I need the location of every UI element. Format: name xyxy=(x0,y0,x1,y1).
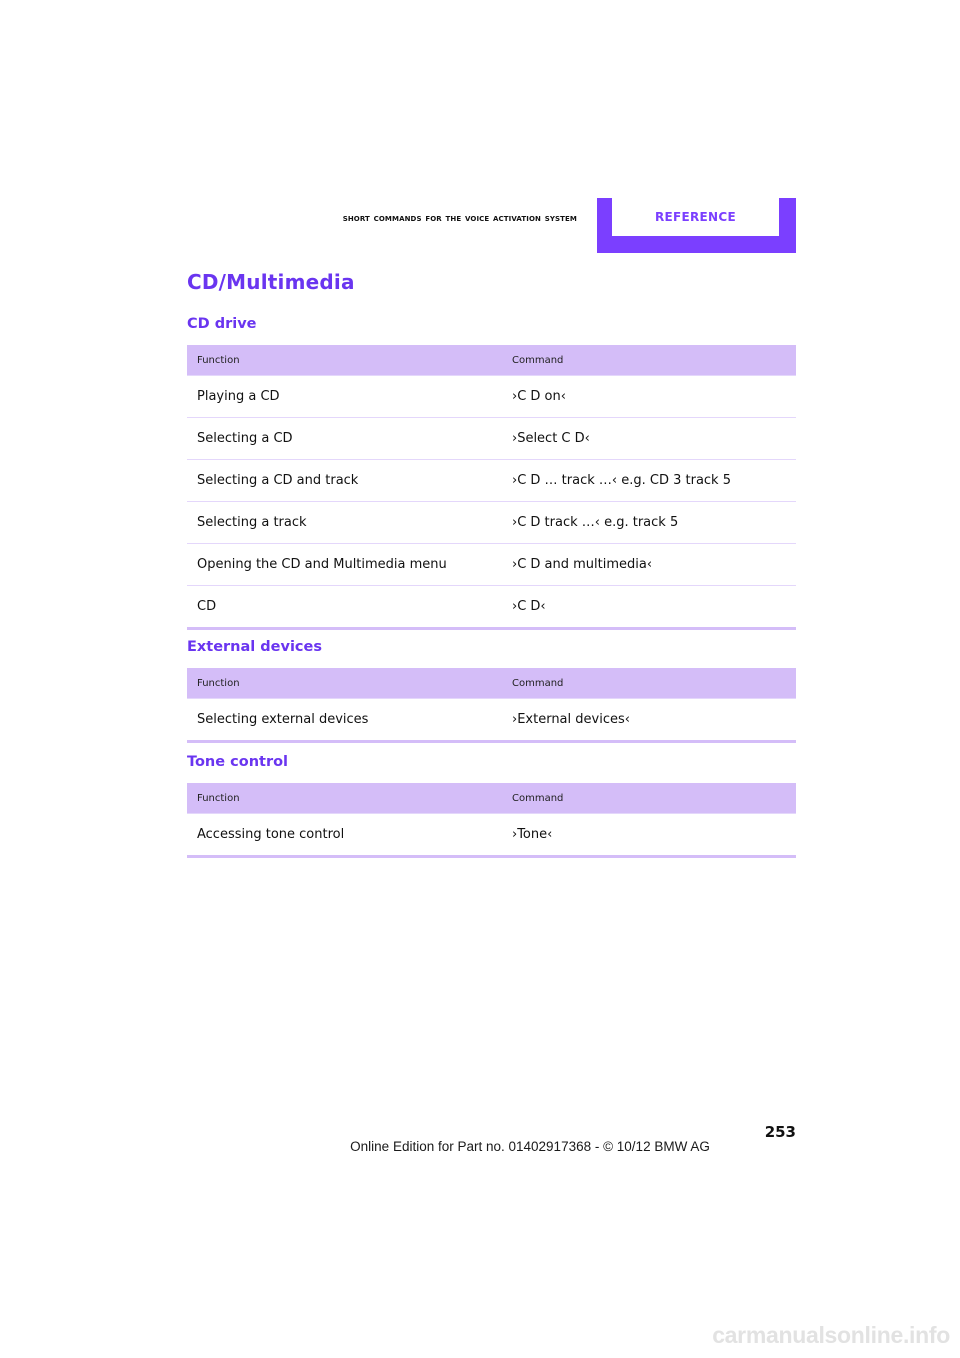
command-cell: ›C D track …‹ e.g. track 5 xyxy=(512,515,679,530)
running-head: short commands for the voice activation system xyxy=(342,212,577,224)
column-header-command: Command xyxy=(512,354,564,366)
function-cell: Selecting a track xyxy=(197,515,307,530)
section-title-cd-drive: CD drive xyxy=(187,316,257,332)
function-cell: Opening the CD and Multimedia menu xyxy=(197,557,447,572)
reference-tab-label: REFERENCE xyxy=(612,198,779,236)
command-cell: ›C D‹ xyxy=(512,599,546,614)
table-header xyxy=(187,668,796,698)
table-row xyxy=(187,417,796,459)
command-cell: ›External devices‹ xyxy=(512,712,630,727)
table-row xyxy=(187,543,796,585)
function-cell: CD xyxy=(197,599,217,614)
command-cell: ›C D and multimedia‹ xyxy=(512,557,653,572)
column-header-command: Command xyxy=(512,677,564,689)
table-row xyxy=(187,698,796,740)
table-header xyxy=(187,345,796,375)
command-cell: ›C D on‹ xyxy=(512,389,566,404)
table-row xyxy=(187,459,796,501)
tone-control-table xyxy=(187,783,796,858)
table-row xyxy=(187,375,796,417)
function-cell: Accessing tone control xyxy=(197,827,345,842)
watermark: carmanualsonline.info xyxy=(712,1322,950,1348)
table-header xyxy=(187,783,796,813)
table-row xyxy=(187,813,796,855)
table-row xyxy=(187,585,796,627)
reference-tab xyxy=(597,198,796,253)
footer-edition-note: Online Edition for Part no. 01402917368 - © 10/12 BMW AG xyxy=(350,1139,710,1154)
command-cell: ›Select C D‹ xyxy=(512,431,590,446)
column-header-function: Function xyxy=(197,792,240,804)
function-cell: Playing a CD xyxy=(197,389,280,404)
external-devices-table xyxy=(187,668,796,743)
column-header-function: Function xyxy=(197,677,240,689)
command-cell: ›Tone‹ xyxy=(512,827,553,842)
command-cell: ›C D … track …‹ e.g. CD 3 track 5 xyxy=(512,473,731,488)
column-header-command: Command xyxy=(512,792,564,804)
section-title-external-devices: External devices xyxy=(187,639,322,655)
function-cell: Selecting external devices xyxy=(197,712,369,727)
cd-drive-table xyxy=(187,345,796,630)
page-title: CD/Multimedia xyxy=(187,270,355,294)
function-cell: Selecting a CD xyxy=(197,431,293,446)
section-title-tone-control: Tone control xyxy=(187,754,289,770)
table-row xyxy=(187,501,796,543)
page-number: 253 xyxy=(764,1123,796,1141)
function-cell: Selecting a CD and track xyxy=(197,473,359,488)
column-header-function: Function xyxy=(197,354,240,366)
